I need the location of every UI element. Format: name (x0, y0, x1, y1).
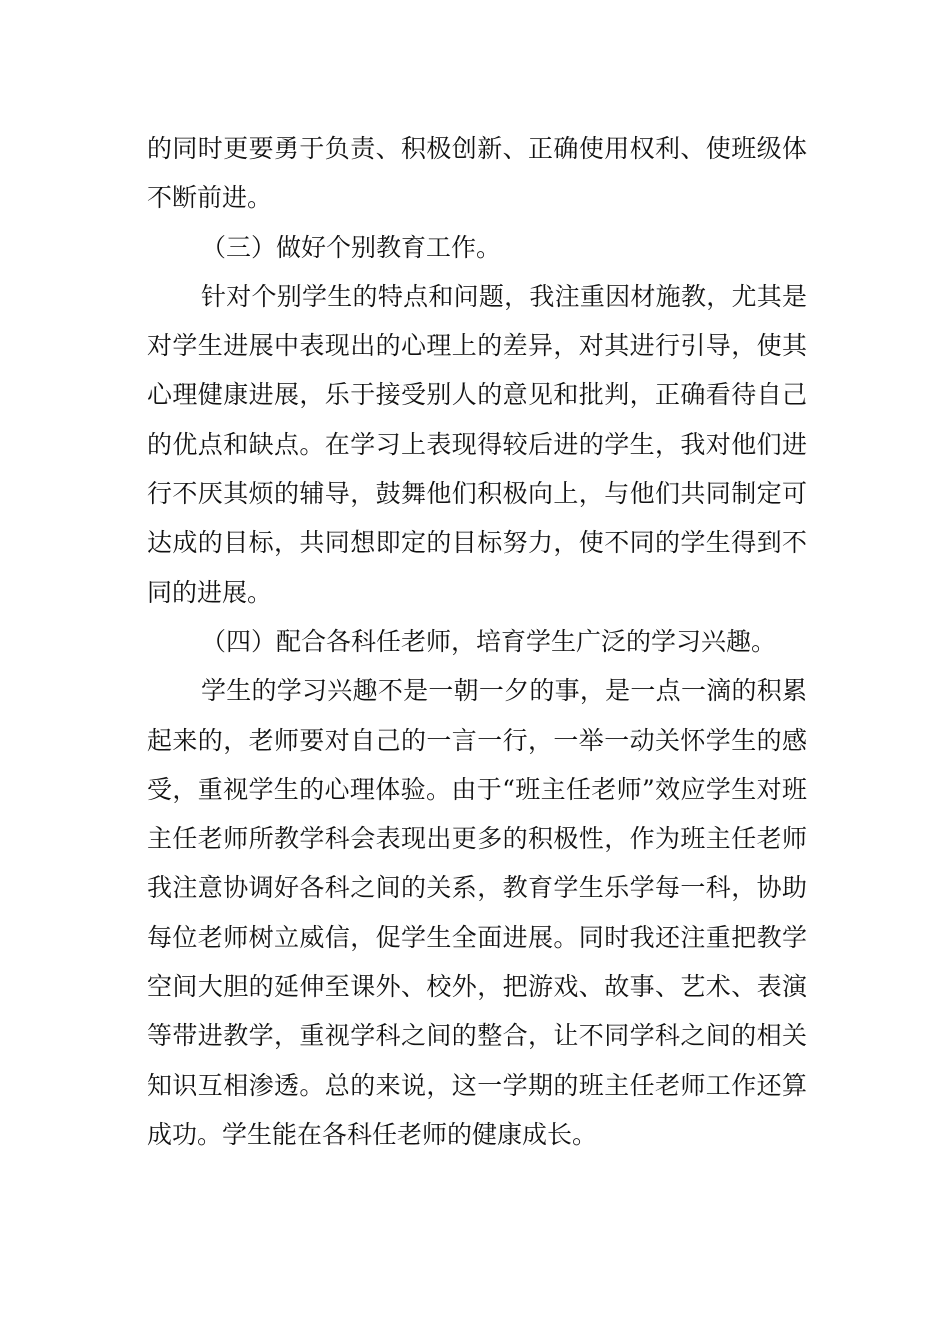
section-heading-3: （三）做好个别教育工作。 (201, 232, 502, 262)
document-body (147, 124, 807, 1159)
paragraph-continuation: 的同时更要勇于负责、积极创新、正确使用权利、使班级体不断前进。 (147, 134, 807, 213)
section-heading-4: （四）配合各科任老师，培育学生广泛的学习兴趣。 (201, 626, 777, 656)
paragraph-learning-interest: 学生的学习兴趣不是一朝一夕的事，是一点一滴的积累起来的，老师要对自己的一言一行，一举一动关怀学生的感受，重视学生的心理体验。由于“班主任老师”效应学生对班主任老师所教学科会表现出更多的积极性，作为班主任老师我注意协调好各科之间的关系，教育学生乐学每一科，协助每位老师树立威信，促学生全面进展。同时我还注重把教学空间大胆的延伸至课外、校外，把游戏、故事、艺术、表演等带进教学，重视学科之间的整合，让不同学科之间的相关知识互相渗透。总的来说，这一学期的班主任老师工作还算成功。学生能在各科任老师的健康成长。 (147, 676, 807, 1149)
paragraph-individual-education: 针对个别学生的特点和问题，我注重因材施教，尤其是对学生进展中表现出的心理上的差异，对其进行引导，使其心理健康进展，乐于接受别人的意见和批判，正确看待自己的优点和缺点。在学习上表现得较后进的学生，我对他们进行不厌其烦的辅导，鼓舞他们积极向上，与他们共同制定可达成的目标，共同想即定的目标努力，使不同的学生得到不同的进展。 (147, 281, 807, 607)
